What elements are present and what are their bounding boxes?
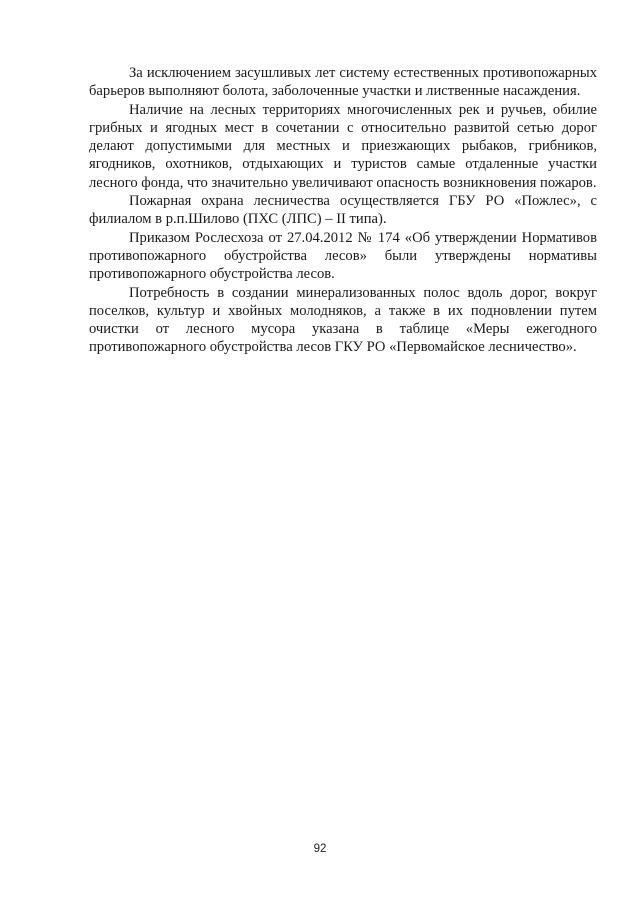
paragraph-fire-barriers: За исключением засушливых лет систему естественных противопожарных барьеров выполняют болота, заболоченные участки и лиственные насаждения. xyxy=(89,65,597,100)
page-number: 92 xyxy=(313,843,327,855)
paragraph-fire-risk: Наличие на лесных территориях многочисленных рек и ручьев, обилие грибных и ягодных мест в сочетании с относительно развитой сетью дорог делают допустимыми для местных и приезжающих рыбаков, грибников, ягодников, охотников, отдыхающих и туристов самые отдаленные участки лесного фонда, что значительно увеличивают опасность возникновения пожаров. xyxy=(89,101,597,191)
document-body xyxy=(89,64,597,357)
paragraph-fire-protection: Пожарная охрана лесничества осуществляется ГБУ РО «Пожлес», с филиалом в р.п.Шилово (ПХС (ЛПС) – II типа). xyxy=(89,193,597,228)
paragraph-mineralized-strips: Потребность в создании минерализованных полос вдоль дорог, вокруг поселков, культур и хвойных молодняков, а также в их подновлении путем очистки от лесного мусора указана в таблице «Меры ежегодного противопожарного обустройства лесов ГКУ РО «Первомайское лесничество». xyxy=(89,284,597,356)
paragraph-order-rosleskhoz: Приказом Рослесхоза от 27.04.2012 № 174 «Об утверждении Нормативов противопожарного обустройства лесов» были утверждены нормативы противопожарного обустройства лесов. xyxy=(89,229,597,283)
